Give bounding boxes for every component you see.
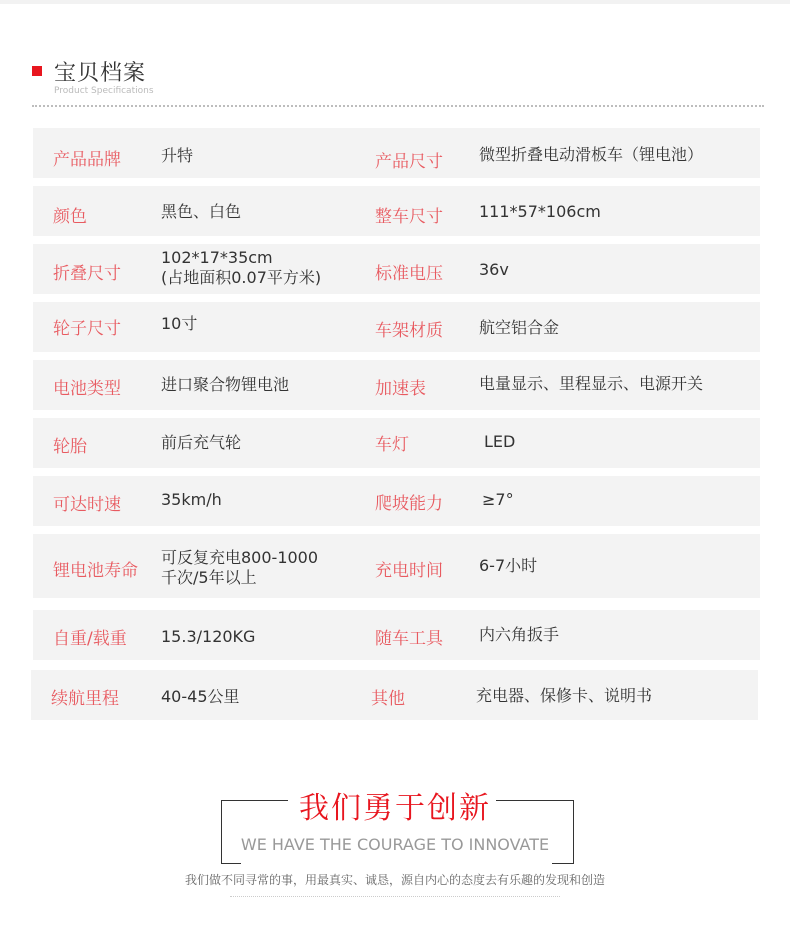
dotted-divider <box>32 105 764 107</box>
spec-value: 电量显示、里程显示、电源开关 <box>479 374 704 393</box>
spec-label: 可达时速 <box>53 495 121 515</box>
section-title: 宝贝档案 <box>54 61 147 86</box>
spec-label: 轮胎 <box>53 437 87 457</box>
spec-value: 前后充气轮 <box>161 433 242 452</box>
slogan-title: 我们勇于创新 <box>299 791 491 826</box>
spec-row <box>31 670 758 720</box>
spec-label: 车灯 <box>375 435 409 455</box>
spec-label: 轮子尺寸 <box>53 319 121 339</box>
slogan-block <box>0 780 790 860</box>
spec-value: 千次/5年以上 <box>161 568 257 587</box>
spec-label: 加速表 <box>375 379 426 399</box>
spec-label: 充电时间 <box>375 561 443 581</box>
spec-label: 车架材质 <box>375 321 443 341</box>
frame-line <box>221 863 241 864</box>
spec-label: 爬坡能力 <box>375 494 443 514</box>
spec-value: 35km/h <box>161 490 222 509</box>
spec-row <box>33 186 760 236</box>
red-square-icon <box>32 66 42 76</box>
frame-line <box>496 800 573 801</box>
section-subtitle: Product Specifications <box>54 86 154 96</box>
spec-value: 升特 <box>161 146 194 165</box>
spec-label: 自重/载重 <box>53 629 127 649</box>
spec-label: 折叠尺寸 <box>53 264 121 284</box>
top-strip <box>0 0 790 4</box>
spec-row <box>33 302 760 352</box>
spec-row <box>33 534 760 598</box>
spec-value: ≥7° <box>482 490 514 509</box>
spec-label: 产品品牌 <box>53 150 121 170</box>
frame-line <box>221 800 222 864</box>
spec-value: 黑色、白色 <box>161 202 242 221</box>
spec-label: 锂电池寿命 <box>53 561 138 581</box>
frame-line <box>552 863 574 864</box>
spec-value: 40-45公里 <box>161 687 240 706</box>
spec-value: 6-7小时 <box>479 556 538 575</box>
spec-value: 36v <box>479 260 509 279</box>
spec-row <box>33 360 760 410</box>
spec-label: 产品尺寸 <box>375 152 443 172</box>
spec-row <box>33 418 760 468</box>
slogan-subtitle: WE HAVE THE COURAGE TO INNOVATE <box>240 835 550 854</box>
spec-label: 颜色 <box>53 207 87 227</box>
spec-value: 充电器、保修卡、说明书 <box>476 686 653 705</box>
spec-value: 111*57*106cm <box>479 202 601 221</box>
spec-value: 微型折叠电动滑板车（锂电池） <box>479 145 704 164</box>
spec-label: 随车工具 <box>375 629 443 649</box>
spec-value: 10寸 <box>161 314 198 333</box>
slogan-description: 我们做不同寻常的事，用最真实、诚恳，源自内心的态度去有乐趣的发现和创造 <box>184 873 605 887</box>
spec-value: 15.3/120KG <box>161 627 256 646</box>
spec-label: 整车尺寸 <box>375 207 443 227</box>
spec-row <box>33 128 760 178</box>
frame-line <box>573 800 574 864</box>
spec-value: 102*17*35cm <box>161 248 273 267</box>
spec-value: LED <box>484 432 516 451</box>
spec-value: 航空铝合金 <box>479 318 560 337</box>
spec-value: 可反复充电800-1000 <box>161 548 319 567</box>
spec-value: (占地面积0.07平方米) <box>161 268 322 287</box>
spec-value: 内六角扳手 <box>479 625 560 644</box>
footer-dotted-line <box>230 896 560 897</box>
spec-label: 电池类型 <box>53 379 121 399</box>
spec-label: 标准电压 <box>375 264 443 284</box>
spec-label: 续航里程 <box>51 689 119 709</box>
spec-label: 其他 <box>371 689 405 709</box>
frame-line <box>221 800 288 801</box>
spec-row <box>33 476 760 526</box>
spec-value: 进口聚合物锂电池 <box>161 375 290 394</box>
spec-row <box>33 244 760 294</box>
spec-row <box>33 610 760 660</box>
